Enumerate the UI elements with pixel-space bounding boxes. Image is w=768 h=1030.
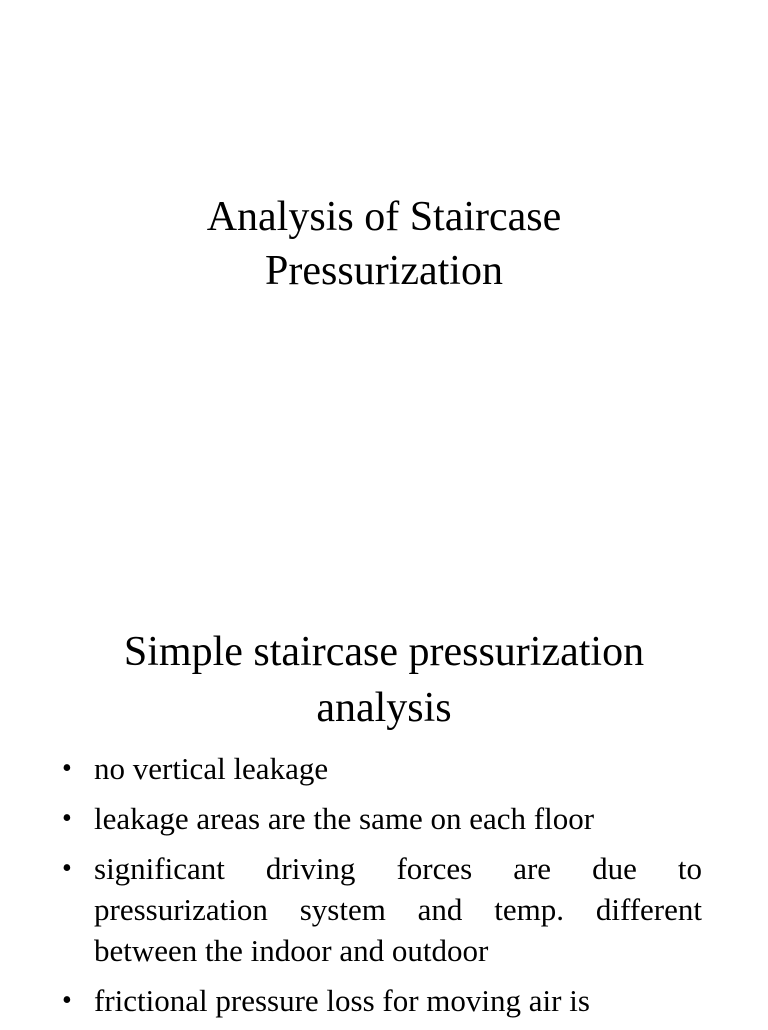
slide-title [0,190,768,298]
bullet-text: no vertical leakage [94,751,329,786]
bullet-dot-icon: • [62,853,72,884]
bullet-dot-icon: • [62,985,72,1016]
bullet-text: frictional pressure loss for moving air is [94,983,590,1018]
bullet-item [62,748,702,789]
slide-2 [0,580,768,1024]
slide-title-line-1: Analysis of Staircase [206,194,562,240]
bullet-dot-icon: • [62,753,72,784]
bullet-text: leakage areas are the same on each floor [94,801,595,836]
slide-title-line-2: Pressurization [265,248,503,294]
section-heading-line-1: Simple staircase pressurization [123,629,645,675]
bullet-item [62,848,702,971]
section-heading [0,624,768,736]
bullet-item [62,798,702,839]
bullet-item [62,980,702,1021]
bullet-text: significant driving forces are due to pressurization system and temp. different between the indoor and outdoor [94,851,702,968]
bullet-list [62,748,702,1030]
bullet-dot-icon: • [62,803,72,834]
section-heading-line-2: analysis [316,685,452,731]
